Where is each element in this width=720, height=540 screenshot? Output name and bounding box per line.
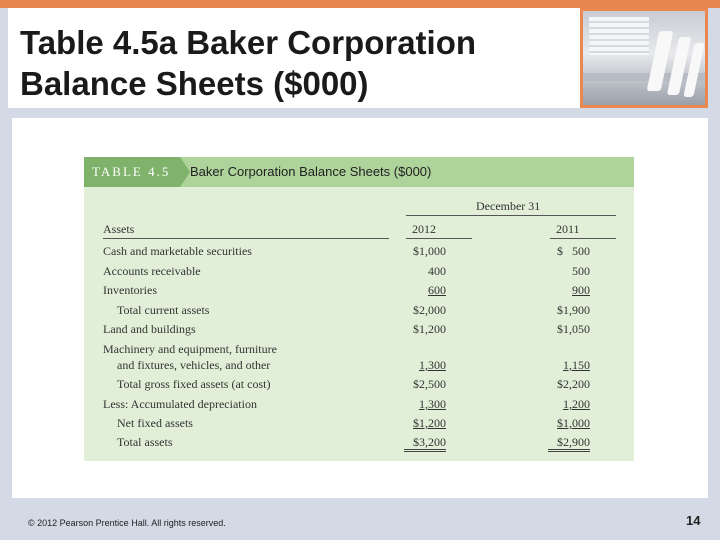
row-label: Net fixed assets [117,416,193,430]
cell-2011: 500 [572,264,590,278]
cell-2012: 600 [428,283,446,297]
row-label: Total gross fixed assets (at cost) [117,377,271,391]
window-blind [589,17,649,55]
table-header [84,157,634,187]
cell-2011: 1,150 [563,358,590,372]
cell-2012: $1,200 [413,416,446,430]
slide-title: Table 4.5a Baker Corporation Balance Sheets ($000) [20,24,477,102]
label-header: Assets [103,222,135,236]
top-accent-bar [0,0,720,8]
cell-2011: $1,050 [557,322,590,336]
balance-sheet-table [84,157,634,461]
period-header: December 31 [476,199,541,213]
cell-2012: $3,200 [404,435,446,452]
cell-2011: $1,000 [557,416,590,430]
cell-2012: 1,300 [419,358,446,372]
table-tag: TABLE 4.5 [84,157,180,187]
cell-2011: $ 500 [557,244,590,258]
page-number: 14 [686,513,701,528]
cell-2012: $2,500 [413,377,446,391]
row-label: Accounts receivable [103,264,201,278]
title-box [8,8,580,108]
cell-2011: 900 [572,283,590,297]
cell-2011: $1,900 [557,303,590,317]
row-label: Machinery and equipment, furniture [103,342,277,356]
row-label: Inventories [103,283,157,297]
cell-2012: $2,000 [413,303,446,317]
office-photo [580,8,708,108]
row-label: Total current assets [117,303,210,317]
row-label: Less: Accumulated depreciation [103,397,257,411]
cell-2011: $2,900 [548,435,590,452]
table-heading: Baker Corporation Balance Sheets ($000) [190,164,432,179]
column-header-2012: 2012 [412,222,436,236]
row-label-continued: and fixtures, vehicles, and other [117,358,271,372]
row-label: Cash and marketable securities [103,244,252,258]
cell-2012: 1,300 [419,397,446,411]
column-header-2011: 2011 [556,222,580,236]
row-label: Land and buildings [103,322,196,336]
cell-2011: 1,200 [563,397,590,411]
cell-2012: 400 [428,264,446,278]
row-label: Total assets [117,435,173,449]
header-rule [406,238,472,239]
header-rule [550,238,616,239]
header-rule [103,238,389,239]
cell-2011: $2,200 [557,377,590,391]
copyright-footer: © 2012 Pearson Prentice Hall. All rights reserved. [28,518,226,528]
cell-2012: $1,200 [413,322,446,336]
cell-2012: $1,000 [413,244,446,258]
period-rule [406,215,616,216]
